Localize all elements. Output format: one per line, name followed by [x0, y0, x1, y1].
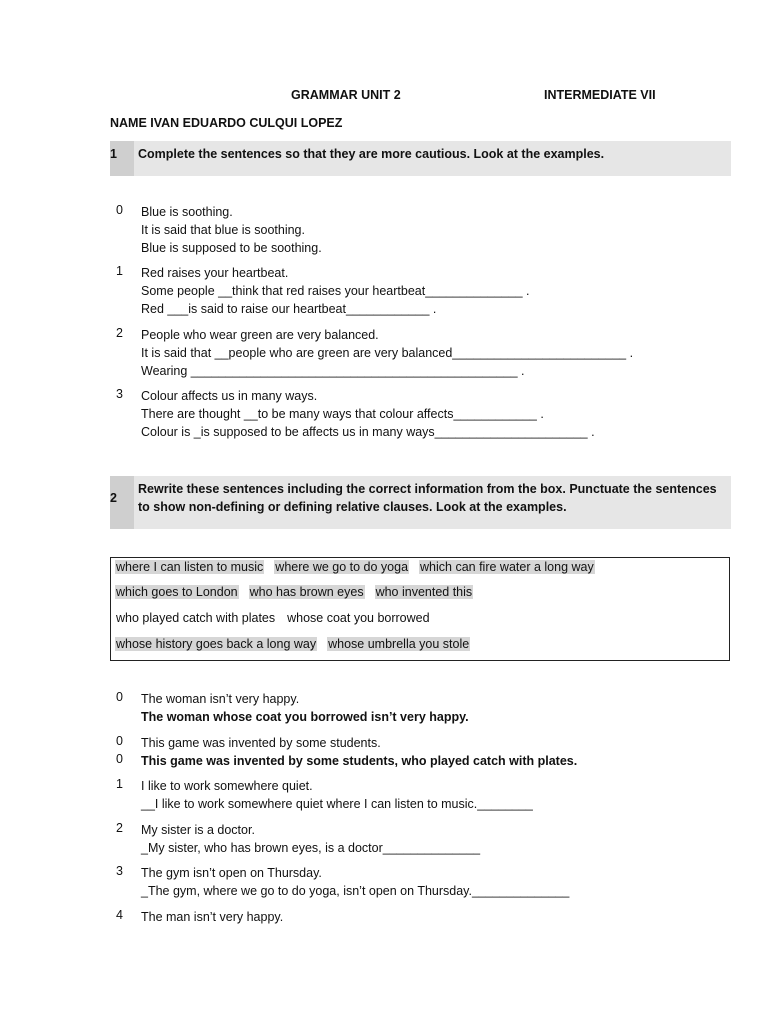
example-answer: This game was invented by some students, who played catch with plates.: [141, 754, 578, 768]
phrase: where I can listen to music: [116, 560, 264, 574]
answer-line[interactable]: __I like to work somewhere quiet where I can listen to music.________: [141, 797, 533, 811]
phrase: which can fire water a long way: [420, 560, 594, 574]
worksheet-title: GRAMMAR UNIT 2: [291, 88, 401, 102]
item-number: 4: [116, 908, 123, 922]
answer-line[interactable]: _The gym, where we go to do yoga, isn’t open on Thursday.______________: [141, 884, 570, 898]
phrase: which goes to London: [116, 585, 238, 599]
section-1-number: 1: [110, 147, 117, 161]
item-number: 1: [116, 777, 123, 791]
answer-line[interactable]: It is said that __people who are green are very balanced_________________________ .: [141, 346, 634, 360]
item-number: 0: [116, 734, 123, 748]
section-1-number-cell: [110, 141, 134, 176]
item-number: 0: [116, 690, 123, 704]
answer-line[interactable]: Some people __think that red raises your heartbeat______________ .: [141, 284, 530, 298]
example-answer: The woman whose coat you borrowed isn’t very happy.: [141, 710, 469, 724]
item-number: 2: [116, 326, 123, 340]
prompt-sentence: The gym isn’t open on Thursday.: [141, 866, 322, 880]
prompt-sentence: The man isn’t very happy.: [141, 910, 284, 924]
phrase: who has brown eyes: [249, 585, 364, 599]
section-2-instruction-line-2: to show non-defining or defining relative clauses. Look at the examples.: [138, 500, 567, 514]
phrase-row: [115, 583, 473, 601]
prompt-sentence: Blue is soothing.: [141, 205, 233, 219]
item-number: 3: [116, 387, 123, 401]
item-number: 2: [116, 821, 123, 835]
phrase-row: [115, 609, 431, 627]
section-1-header: [110, 141, 731, 176]
answer-line[interactable]: Colour is _is supposed to be affects us in many ways______________________ .: [141, 425, 595, 439]
prompt-sentence: People who wear green are very balanced.: [141, 328, 379, 342]
prompt-sentence: I like to work somewhere quiet.: [141, 779, 313, 793]
phrase: whose umbrella you stole: [328, 637, 470, 651]
item-number: 0: [116, 752, 123, 766]
phrase-box: [110, 557, 730, 661]
prompt-sentence: This game was invented by some students.: [141, 736, 381, 750]
phrase-row: [115, 558, 595, 576]
phrase: who played catch with plates: [116, 611, 276, 625]
phrase: where we go to do yoga: [275, 560, 409, 574]
answer-line[interactable]: Red ___is said to raise our heartbeat____________ .: [141, 302, 437, 316]
prompt-sentence: The woman isn’t very happy.: [141, 692, 300, 706]
student-name: NAME IVAN EDUARDO CULQUI LOPEZ: [110, 116, 343, 130]
example-answer: Blue is supposed to be soothing.: [141, 241, 322, 255]
phrase: whose history goes back a long way: [116, 637, 317, 651]
section-1-instruction: Complete the sentences so that they are more cautious. Look at the examples.: [138, 147, 605, 161]
section-2-number: 2: [110, 491, 117, 505]
answer-line[interactable]: There are thought __to be many ways that colour affects____________ .: [141, 407, 544, 421]
prompt-sentence: Colour affects us in many ways.: [141, 389, 318, 403]
section-2-header: [110, 476, 731, 529]
answer-line[interactable]: Wearing _______________________________________________ .: [141, 364, 525, 378]
phrase: who invented this: [375, 585, 473, 599]
section-2-instruction-line-1: Rewrite these sentences including the correct information from the box. Punctuate the sentences: [138, 482, 717, 496]
phrase: whose coat you borrowed: [287, 611, 430, 625]
course-level: INTERMEDIATE VII: [544, 88, 656, 102]
item-number: 3: [116, 864, 123, 878]
section-2-number-cell: [110, 476, 134, 529]
item-number: 0: [116, 203, 123, 217]
prompt-sentence: My sister is a doctor.: [141, 823, 255, 837]
phrase-row: [115, 635, 470, 653]
answer-line[interactable]: _My sister, who has brown eyes, is a doctor______________: [141, 841, 481, 855]
item-number: 1: [116, 264, 123, 278]
prompt-sentence: Red raises your heartbeat.: [141, 266, 289, 280]
example-answer: It is said that blue is soothing.: [141, 223, 305, 237]
